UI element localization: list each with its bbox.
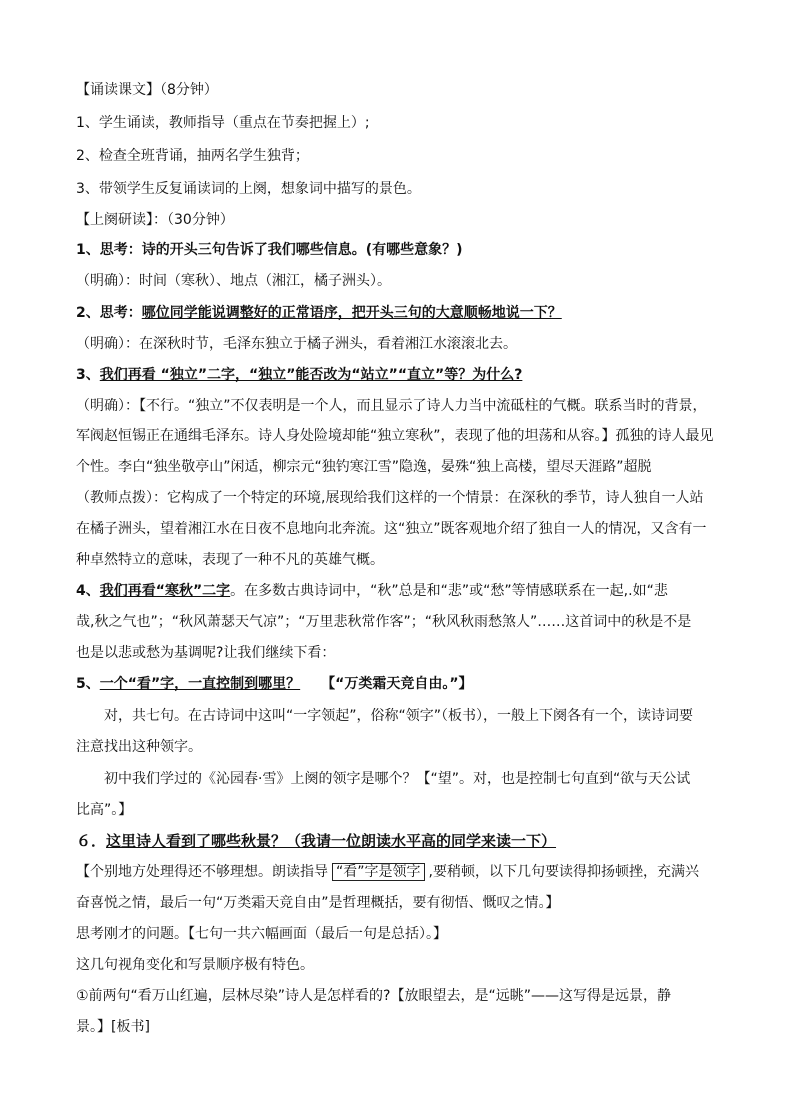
list-item: 1、学生诵读，教师指导（重点在节奏把握上）; [76,115,370,131]
paragraph-line: 军阀赵恒锡正在通缉毛泽东。诗人身处险境却能“独立寒秋”，表现了他的坦荡和从容。】孤独的诗人最见 [76,428,714,444]
list-item: 3、带领学生反复诵读词的上阕，想象词中描写的景色。 [76,181,421,197]
section-heading-recitation: 【诵读课文】（8分钟） [76,82,218,98]
paragraph-line: 注意找出这种领字。 [76,739,202,755]
paragraph-line: 哉,秋之气也”；“秋风萧瑟天气凉”；“万里悲秋常作客”；“秋风秋雨愁煞人”……这首词中的秋是不是 [76,614,692,630]
paragraph-line: 比高”。】 [76,802,133,818]
paragraph-line: （教师点拨）：它构成了一个特定的环境,展现给我们这样的一个情景：在深秋的季节，诗人独自一人站 [76,490,704,506]
reading-guide-prefix: 【个别地方处理得还不够理想。朗读指导 [76,864,328,880]
question-3-prefix: 3、 [76,367,100,383]
answer-1: （明确）：时间（寒秋）、地点（湘江，橘子洲头）。 [76,273,391,289]
reading-guide-rest: ,要稍顿，以下几句要读得抑扬顿挫，充满兴 [428,864,699,880]
paragraph-line: 初中我们学过的《沁园春·雪》上阕的领字是哪个？【“望”。对，也是控制七句直到“欲与天公试 [104,771,691,787]
question-2-prefix: 2、思考： [76,305,142,321]
question-5-text: 一个“看”字，一直控制到哪里？ [99,676,301,692]
paragraph-line: 个性。李白“独坐敬亭山”闲适，柳宗元“独钓寒江雪”隐逸，晏殊“独上高楼，望尽天涯路”超脱 [76,459,652,475]
paragraph-line: 思考刚才的问题。【七句一共六幅画面（最后一句是总括）。】 [76,926,447,942]
paragraph-line: 对，共七句。在古诗词中这叫“一字领起”，俗称“领字”（板书），一般上下阕各有一个，读诗词要 [104,708,694,724]
paragraph-line: 种卓然特立的意味，表现了一种不凡的英雄气概。 [76,552,384,568]
question-4 [76,581,716,601]
question-3 [76,365,716,385]
paragraph-line [76,862,716,882]
question-2-text: 哪位同学能说调整好的正常语序，把开头三句的大意顺畅地说一下？ [141,305,562,321]
question-5 [76,674,716,694]
question-4-prefix: 4、 [76,583,100,599]
paragraph-line: 景。】[板书] [76,1019,150,1035]
question-6-prefix: ６． [76,832,107,850]
boxed-note: “看”字是领字 [332,863,425,881]
question-6-text: 这里诗人看到了哪些秋景？（我请一位朗读水平高的同学来读一下） [106,832,557,850]
section-heading-upper-study: 【上阕研读】：（30分钟） [76,212,234,228]
question-5-prefix: 5、 [76,676,100,692]
question-3-text: 我们再看 “独立”二字，“独立”能否改为“站立”“直立”等？为什么? [99,367,523,383]
question-4-rest: 。在多数古典诗词中，“秋”总是和“悲”或“愁”等情感联系在一起,.如“悲 [230,583,668,599]
paragraph-line: （明确）：【不行。“独立”不仅表明是一个人，而且显示了诗人力当中流砥柱的气概。联系当时的背景， [76,398,707,414]
paragraph-line: 这几句视角变化和写景顺序极有特色。 [76,957,314,973]
question-1: 1、思考：诗的开头三句告诉了我们哪些信息。(有哪些意象？) [76,242,463,258]
paragraph-line: 在橘子洲头，望着湘江水在日夜不息地向北奔流。这“独立”既客观地介绍了独自一人的情况，又含有一 [76,521,707,537]
paragraph-line: 也是以悲或愁为基调呢?让我们继续下看： [76,645,336,661]
paragraph-line: 奋喜悦之情，最后一句“万类霜天竞自由”是哲理概括，要有彻悟、慨叹之情。】 [76,895,560,911]
list-item: 2、检查全班背诵，抽两名学生独背； [76,148,309,164]
paragraph-line: ①前两句“看万山红遍，层林尽染”诗人是怎样看的?【放眼望去，是“远眺”——这写得是远景，静 [76,988,671,1004]
question-6 [76,831,716,851]
answer-2: （明确）：在深秋时节，毛泽东独立于橘子洲头，看着湘江水滚滚北去。 [76,336,517,352]
question-2 [76,303,716,323]
question-4-text: 我们再看“寒秋”二字 [99,583,231,599]
question-5-answer: 【“万类霜天竞自由。”】 [300,676,473,692]
